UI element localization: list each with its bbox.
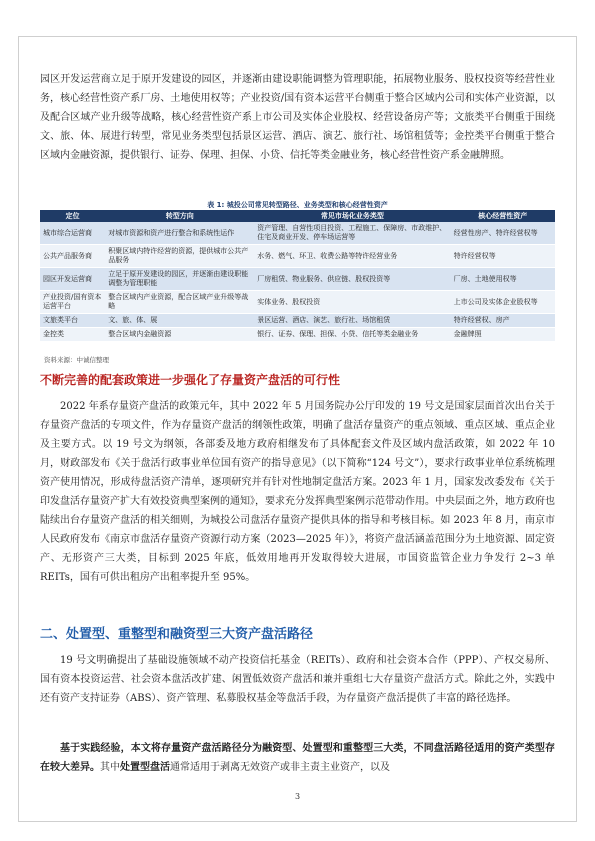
table-row (40, 245, 555, 268)
chapter-heading: 二、处置型、重整型和融资型三大资产盘活路径 (40, 627, 314, 642)
table-cell: 公共产品服务商 (40, 245, 105, 268)
table-source-note: 资料来源：中诚信整理 (44, 356, 109, 364)
conclusion-text-continued: 通常适用于剥离无效资产或非主责主业资产，以及 (170, 762, 390, 773)
table-caption: 表 1: 城投公司常见转型路径、业务类型和核心经营性资产 (207, 201, 388, 209)
table-cell: 文、旅、体、展 (105, 314, 254, 328)
page-number: 3 (294, 792, 301, 801)
table-cell: 厂房租赁、物业服务、供应链、股权投资等 (254, 268, 450, 291)
table-cell: 对城市资源和资产进行整合和系统性运作 (105, 222, 254, 245)
table-cell: 景区运营、酒店、演艺、旅行社、场馆租赁 (254, 314, 450, 328)
table-header-row (40, 210, 555, 222)
table-cell: 文旅类平台 (40, 314, 105, 328)
table-cell: 特许经营权、房产 (451, 314, 555, 328)
transformation-table (40, 210, 555, 342)
conclusion-paragraph (40, 739, 555, 777)
table-cell: 城市综合运营商 (40, 222, 105, 245)
table-cell: 园区开发运营商 (40, 268, 105, 291)
table-cell: 厂房、土地使用权等 (451, 268, 555, 291)
conclusion-text: 其中 (100, 762, 120, 773)
table-cell: 产业投资/国有资本运营平台 (40, 291, 105, 314)
table-cell: 经营性房产、特许经营权等 (451, 222, 555, 245)
table-row (40, 328, 555, 342)
table-row (40, 222, 555, 245)
table-cell: 积聚区域内特许经营的资源，提供城市公共产品服务 (105, 245, 254, 268)
table-row (40, 314, 555, 328)
table-cell: 金融牌照 (451, 328, 555, 342)
table-cell: 金控类 (40, 328, 105, 342)
table-row (40, 291, 555, 314)
table-cell: 整合区域内产业资源，配合区域产业升级等战略 (105, 291, 254, 314)
table-header-cell: 转型方向 (105, 210, 254, 222)
table-header-cell: 定位 (40, 210, 105, 222)
table-row (40, 268, 555, 291)
section-heading: 不断完善的配套政策进一步强化了存量资产盘活的可行性 (40, 373, 341, 387)
conclusion-bold-text: 基于实践经验，本文将存量资产盘活路径分为融资型、处置型和重整型三大类，不同盘活路径适用的资产类型存在较大差异。 (40, 743, 555, 773)
paths-paragraph: 19 号文明确提出了基础设施领域不动产投资信托基金（REITs）、政府和社会资本合作（PPP）、产权交易所、国有资本投资运营、社会资本盘活改扩建、闲置低效资产盘活和兼并重组七大存量资产盘活方式。除此之外，实践中还有资产支持证券（ABS）、资产管理、私募股权基金等盘活手段，为存量资产盘活提供了丰富的路径选择。 (40, 655, 555, 704)
table-cell: 立足于原开发建设的园区，并逐渐由建设职能调整为管理职能 (105, 268, 254, 291)
intro-paragraph: 园区开发运营商立足于原开发建设的园区，并逐渐由建设职能调整为管理职能，拓展物业服务、股权投资等经营性业务，核心经营性资产系厂房、土地使用权等；产业投资/国有资本运营平台侧重于整合区域内公司和实体产业资源，以及配合区域产业升级等战略，核心经营性资产系上市公司及实体企业股权、经营设备房产等；文旅类平台侧重于围绕文、旅、体、展进行转型，常见业务类型包括景区运营、酒店、演艺、旅行社、场馆租赁等；金控类平台侧重于整合区域内金融资源，提供银行、证券、保理、担保、小贷、信托等类金融业务，核心经营性资产系金融牌照。 (40, 74, 555, 161)
table-cell: 资产管理、自营性项目投资、工程施工、保障房、市政维护、住宅及商业开发、停车场运营等 (254, 222, 450, 245)
policy-paragraph: 2022 年系存量资产盘活的政策元年，其中 2022 年 5 月国务院办公厅印发的 19 号文是国家层面首次出台关于存量资产盘活的专项文件，作为存量资产盘活的纲领性政策，明确了盘活存量资产的重点领域、重点区域、重点企业及主要方式。以 19 号文为纲领，各部委及地方政府相继发布了具体配套文件及区域内盘活政策，如 2022 年 10 月，财政部发布《关于盘活行政事业单位国有资产的指导意见》（以下简称“124 号文”），要求行政事业单位系统梳理资产使用情况，形成待盘活资产清单，逐项研究并有针对性地制定盘活方案。2023 年 1 月，国家发改委发布《关于印发盘活存量资产扩大有效投资典型案例的通知》，要求充分发挥典型案例示范带动作用。中央层面之外，地方政府也陆续出台存量资产盘活的相关细则，为城投公司盘活存量资产提供具体的指导和考核目标。如 2023 年 8 月，南京市人民政府发布《南京市盘活存量资产资源行动方案（2023—2025 年）》，将资产盘活涵盖范围分为土地资源、固定资产、无形资产三大类，目标到 2025 年底，低效用地再开发取得较大进展，市国资监管企业力争发行 2~3 单 REITs，国有可供出租房产出租率提升至 95%。 (40, 401, 555, 583)
table-cell: 实体业务、股权投资 (254, 291, 450, 314)
table-header-cell: 核心经营性资产 (451, 210, 555, 222)
table-cell: 特许经营权等 (451, 245, 555, 268)
conclusion-bold-term: 处置型盘活 (120, 762, 170, 773)
table-cell: 水务、燃气、环卫、收费公路等特许经营业务 (254, 245, 450, 268)
table-cell: 上市公司及实体企业股权等 (451, 291, 555, 314)
table-header-cell: 常见市场化业务类型 (254, 210, 450, 222)
table-cell: 整合区域内金融资源 (105, 328, 254, 342)
table-cell: 银行、证券、保理、担保、小贷、信托等类金融业务 (254, 328, 450, 342)
